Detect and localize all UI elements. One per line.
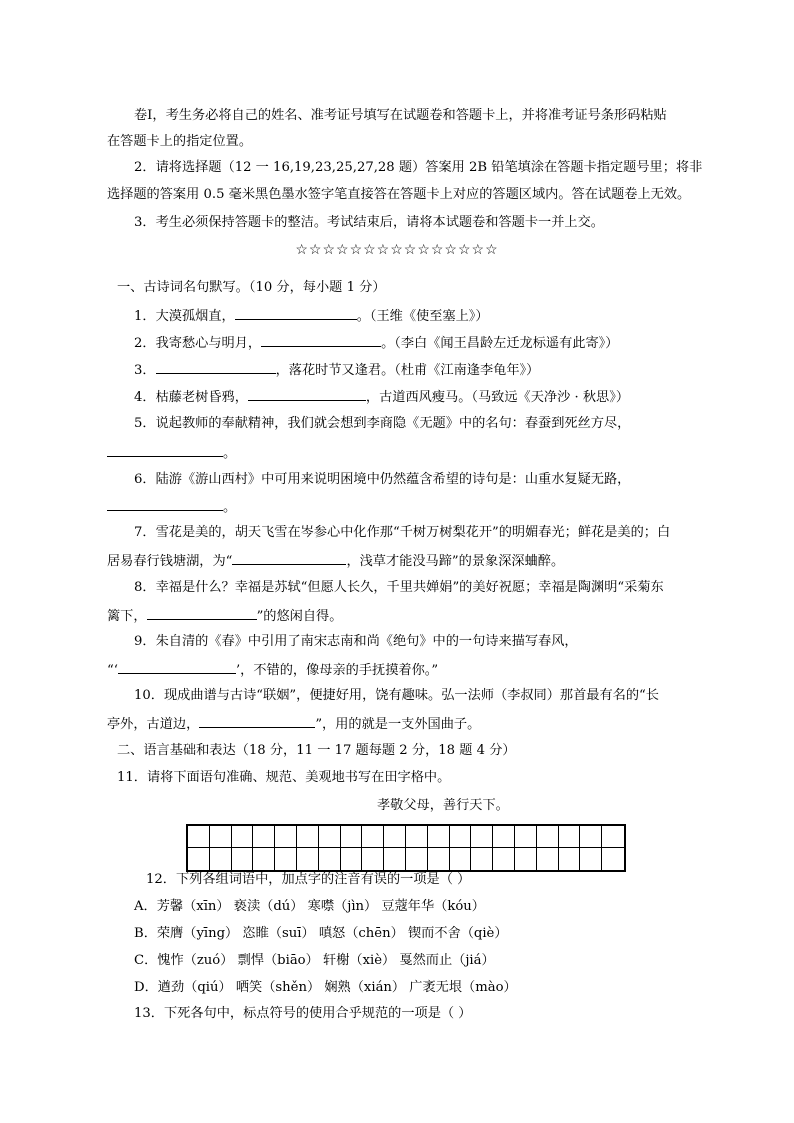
question-text: 2．我寄愁心与明月， [134,336,262,351]
question-7-line2 [107,550,564,572]
question-text: 居易春行钱塘湖，为“ [107,554,233,569]
question-text: 。（王维《使至塞上》） [356,309,489,324]
grid-cell[interactable] [253,848,275,870]
writing-grid[interactable] [186,824,626,872]
question-11: 11．请将下面语句准确、规范、美观地书写在田字格中。 [117,770,451,785]
question-text: 篱下， [107,609,147,624]
grid-cell[interactable] [428,826,450,848]
grid-cell[interactable] [232,826,254,848]
question-8: 8．幸福是什么？幸福是苏轼“但愿人长久，千里共婵娟”的美好祝愿；幸福是陶渊明“采菊东 [134,580,664,595]
grid-cell[interactable] [602,848,624,870]
grid-cell[interactable] [232,848,254,870]
answer-blank[interactable] [235,305,357,320]
grid-cell[interactable] [406,848,428,870]
question-10-line2 [107,713,480,735]
answer-blank[interactable] [118,659,236,674]
question-5: 5．说起教师的奉献精神，我们就会想到李商隐《无题》中的名句：春蚕到死丝方尽， [134,416,631,431]
grid-cell[interactable] [406,826,428,848]
grid-cell[interactable] [188,848,210,870]
question-text: 亭外，古道边， [107,717,200,732]
grid-cell[interactable] [275,826,297,848]
question-12: 12．下列各组词语中，加点字的注音有误的一项是（ ） [146,872,471,887]
question-text: ”，用的就是一支外国曲子。 [315,717,481,732]
grid-cell[interactable] [341,848,363,870]
question-text: 4．枯藤老树昏鸦， [134,390,248,405]
notice-line: 卷Ⅰ，考生务必将自己的姓名、准考证号填写在试题卷和答题卡上，并将准考证号条形码粘贴 [134,108,667,123]
option-b: B．荣膺（yīng） 恣睢（suī） 嗔怒（chēn） 锲而不舍（qiè） [134,926,508,941]
grid-cell[interactable] [362,848,384,870]
question-4 [134,386,629,408]
grid-cell[interactable] [537,826,559,848]
answer-blank[interactable] [156,359,276,374]
grid-cell[interactable] [384,848,406,870]
star-divider: ☆☆☆☆☆☆☆☆☆☆☆☆☆☆☆ [295,242,499,258]
question-13: 13．下死各句中，标点符号的使用合乎规范的一项是（ ） [134,1006,472,1021]
grid-cell[interactable] [319,826,341,848]
grid-cell[interactable] [210,848,232,870]
grid-cell[interactable] [493,826,515,848]
grid-cell[interactable] [580,848,602,870]
grid-cell[interactable] [210,826,232,848]
question-text: ，古道西风瘦马。（马致远《天净沙 · 秋思》） [365,390,630,405]
notice-line: 选择题的答案用 0.5 毫米黑色墨水签字笔直接答在答题卡上对应的答题区域内。答在试题卷上无效。 [107,187,691,202]
grid-cell[interactable] [253,826,275,848]
question-text: ，浅草才能没马蹄”的景象深深蛐醉。 [346,554,565,569]
question-text: 1．大漠孤烟直， [134,309,235,324]
section-heading: 二、语言基础和表达（18 分，11 一 17 题每题 2 分，18 题 4 分） [117,743,516,758]
grid-cell[interactable] [319,848,341,870]
grid-cell[interactable] [493,848,515,870]
question-1 [134,305,489,327]
question-text: “‘ [107,663,118,678]
grid-cell[interactable] [580,826,602,848]
grid-cell[interactable] [450,848,472,870]
answer-blank[interactable] [232,550,346,565]
grid-cell[interactable] [362,826,384,848]
grid-cell[interactable] [559,848,581,870]
section-heading: 一、古诗词名句默写。（10 分，每小题 1 分） [117,280,386,295]
question-text: 3． [134,363,156,378]
answer-blank[interactable] [107,496,223,511]
grid-cell[interactable] [450,826,472,848]
grid-cell[interactable] [297,848,319,870]
question-9-line2 [107,659,438,681]
notice-line: 在答题卡上的指定位置。 [107,134,253,149]
grid-cell[interactable] [515,826,537,848]
grid-cell[interactable] [471,826,493,848]
option-a: A．芳馨（xīn） 亵渎（dú） 寒噤（jìn） 豆蔻年华（kóu） [134,899,485,914]
grid-cell[interactable] [515,848,537,870]
answer-blank[interactable] [107,442,223,457]
question-11-phrase: 孝敬父母，善行天下。 [377,798,509,813]
answer-blank[interactable] [248,386,366,401]
answer-blank[interactable] [147,605,257,620]
answer-blank[interactable] [261,332,381,347]
question-5-answer [107,442,236,464]
question-8-line2 [107,605,342,627]
answer-blank[interactable] [199,713,315,728]
question-text: 。 [223,446,237,461]
grid-cell[interactable] [275,848,297,870]
question-text: ”的悠闲自得。 [256,609,343,624]
notice-line: 2．请将选择题（12 一 16,19,23,25,27,28 题）答案用 2B 铅笔填涂在答题卡指定题号里；将非 [134,160,703,175]
grid-cell[interactable] [341,826,363,848]
grid-cell[interactable] [428,848,450,870]
notice-line: 3．考生必须保持答题卡的整洁。考试结束后，请将本试题卷和答题卡一并上交。 [134,215,604,230]
grid-cell[interactable] [602,826,624,848]
question-text: 。（李白《闻王昌龄左迁龙标遥有此寄》） [381,336,619,351]
question-text: ’，不错的，像母亲的手抚摸着你。” [235,663,439,678]
option-d: D．遒劲（qiú） 哂笑（shěn） 娴熟（xián） 广袤无垠（mào） [134,980,517,995]
question-9: 9．朱自清的《春》中引用了南宋志南和尚《绝句》中的一句诗来描写春风， [134,634,578,649]
grid-cell[interactable] [471,848,493,870]
question-10: 10．现成曲谱与古诗“联姻”，便捷好用，饶有趣味。弘一法师（李叔同）那首最有名的“长 [134,688,659,703]
grid-cell[interactable] [297,826,319,848]
question-text: 。 [223,500,237,515]
grid-cell[interactable] [559,826,581,848]
question-6: 6．陆游《游山西村》中可用来说明困境中仍然蕴含希望的诗句是：山重水复疑无路， [134,472,631,487]
option-c: C．愧怍（zuó） 剽悍（biāo） 轩榭（xiè） 戛然而止（jiá） [134,953,495,968]
grid-cell[interactable] [188,826,210,848]
question-text: ，落花时节又逢君。（杜甫《江南逢李龟年》） [275,363,540,378]
question-7: 7．雪花是美的，胡天飞雪在岑参心中化作那“千树万树梨花开”的明媚春光；鲜花是美的；白 [134,525,671,540]
grid-cell[interactable] [537,848,559,870]
question-3 [134,359,539,381]
question-2 [134,332,618,354]
question-6-answer [107,496,236,518]
grid-cell[interactable] [384,826,406,848]
